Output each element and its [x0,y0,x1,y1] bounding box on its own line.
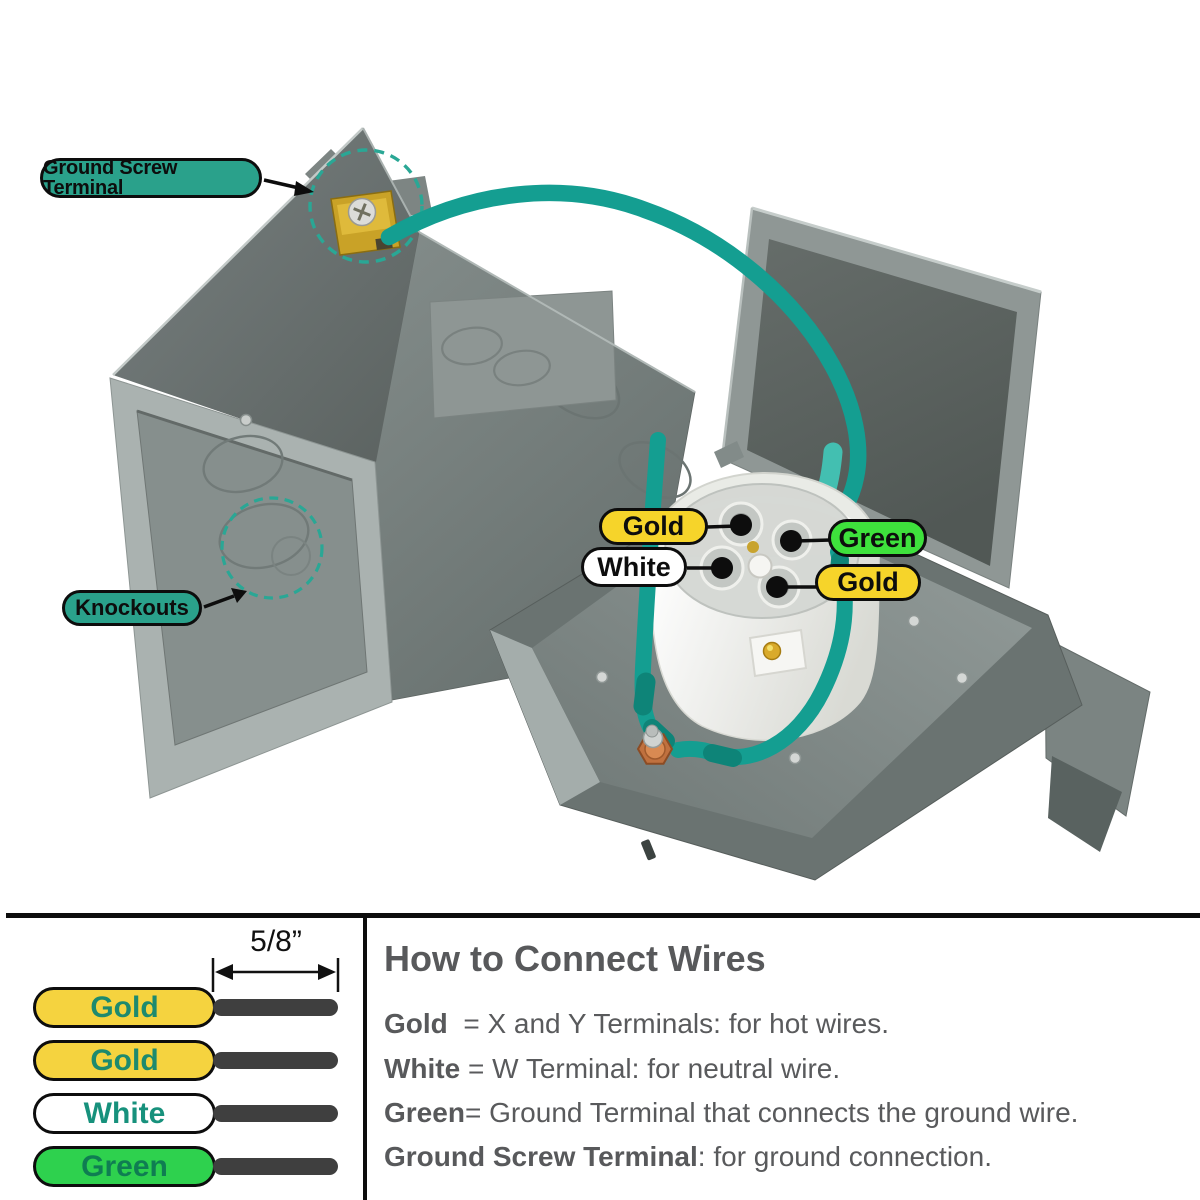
gold-terminal-label-bottom: Gold [815,564,921,601]
knockouts-label: Knockouts [62,590,202,626]
frame-screw [241,415,252,426]
instruction-line-gold [384,1008,889,1040]
bare-wire-end [213,999,338,1016]
instruction-term: Gold [384,1008,448,1039]
legend-wire-white: White [33,1093,216,1134]
instruction-text: = X and Y Terminals: for hot wires. [447,1008,889,1039]
ground-screw-terminal-label: Ground Screw Terminal [40,158,262,198]
instructions-title: How to Connect Wires [384,938,766,979]
instruction-line-white [384,1053,840,1085]
instruction-line-ground-screw [384,1141,992,1173]
instruction-term: Green [384,1097,465,1128]
gold-terminal-label-top: Gold [599,508,708,545]
brass-contact [764,643,781,660]
instruction-text: = Ground Terminal that connects the ground wire. [464,1097,1079,1128]
instruction-text: = W Terminal: for neutral wire. [460,1053,841,1084]
horizontal-divider [6,913,1200,918]
instruction-text: : for ground connection. [697,1141,992,1172]
instruction-term: Ground Screw Terminal [384,1141,698,1172]
legend-wire-gold-1: Gold [33,987,216,1028]
instruction-term: White [384,1053,461,1084]
green-terminal-label: Green [828,519,927,557]
bare-wire-end [213,1105,338,1122]
legend-wire-green: Green [33,1146,216,1187]
vertical-divider [363,913,367,1200]
bare-wire-end [213,1158,338,1175]
instruction-line-green [384,1097,1078,1129]
legend-wire-gold-2: Gold [33,1040,216,1081]
bare-wire-end [213,1052,338,1069]
strip-length-value: 5/8” [250,925,302,958]
ground-screw-terminal [331,191,400,255]
white-terminal-label: White [581,547,687,587]
